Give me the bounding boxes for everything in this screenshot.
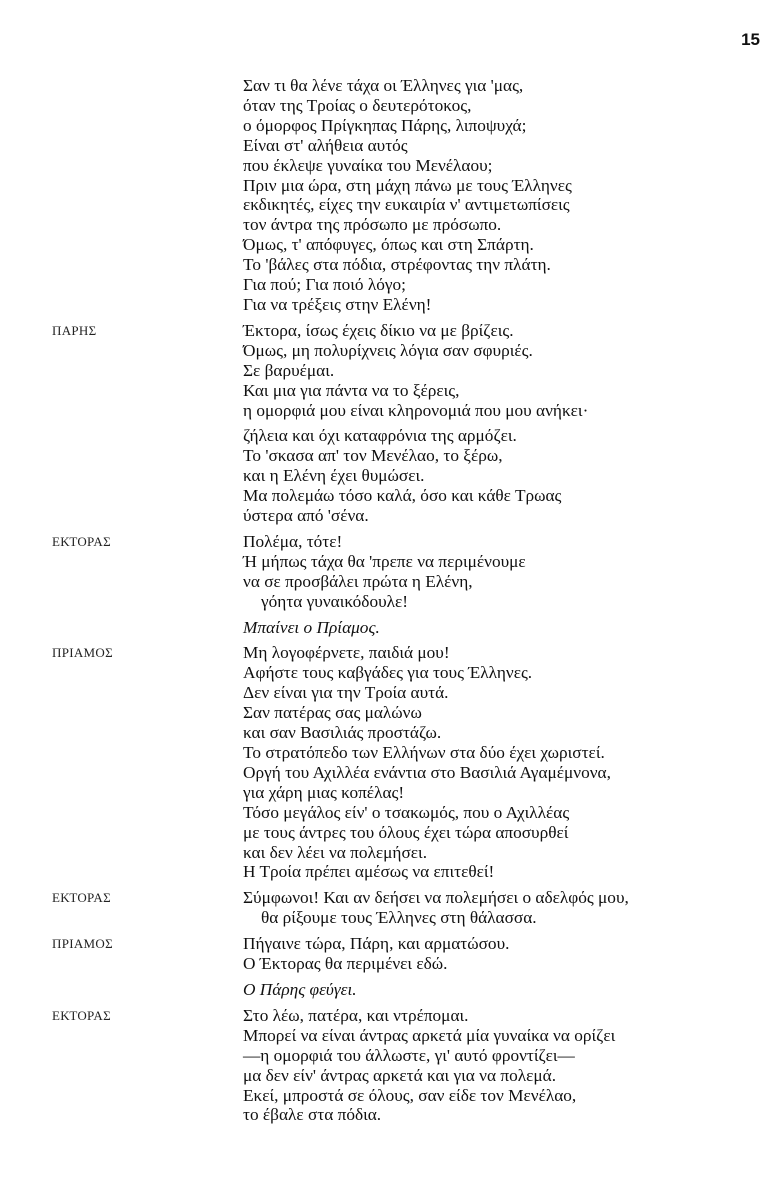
speech-lines [243,888,753,928]
speech-line: και η Ελένη έχει θυμώσει. [243,466,425,486]
speech-lines [243,1006,753,1125]
speech-line: και δεν λέει να πολεμήσει. [243,842,428,862]
speech-line: όταν της Τροίας ο δευτερότοκος, [243,95,472,115]
speech-line: Πήγαινε τώρα, Πάρη, και αρματώσου. [243,934,510,954]
speech-line: Μα πολεμάω τόσο καλά, όσο και κάθε Τρωας [243,486,562,506]
speaker-name: ΠΡΙΑΜΟΣ [52,645,113,661]
speech-line: γόητα γυναικόδουλε! [261,591,409,611]
speech-line: Αφήστε τους καβγάδες για τους Έλληνες. [243,663,533,683]
speech-line: Το στρατόπεδο των Ελλήνων στα δύο έχει χωριστεί. [243,743,605,762]
speaker-name: ΕΚΤΟΡΑΣ [52,890,111,906]
speech-lines [243,532,753,638]
speech-line: Μη λογοφέρνετε, παιδιά μου! [243,643,450,663]
speaker-name: ΕΚΤΟΡΑΣ [52,1007,111,1023]
speech-line: Για να τρέξεις στην Ελένη! [243,294,432,314]
speech-line: η ομορφιά μου είναι κληρονομιά που μου ανήκει· [243,400,589,420]
speech-line: το έβαλε στα πόδια. [243,1105,382,1125]
speech-line: Για πού; Για ποιό λόγο; [243,275,406,295]
speech-line: Σαν τι θα λένε τάχα οι Έλληνες για 'μας, [243,76,524,95]
speech-line: θα ρίξουμε τους Έλληνες στη θάλασσα. [261,908,537,928]
speech-line: Και μια για πάντα να το ξέρεις, [243,380,460,400]
speech-line: Τόσο μεγάλος είν' ο τσακωμός, που ο Αχιλλέας [243,802,570,822]
speech-line: μα δεν είν' άντρας αρκετά και για να πολεμά. [243,1065,557,1085]
dialogue-block [0,643,778,882]
speech-line: που έκλεψε γυναίκα του Μενέλαου; [243,155,493,175]
dialogue-block [0,888,778,928]
speech-lines [243,76,753,315]
speech-line: —η ομορφιά του άλλωστε, γι' αυτό φροντίζει— [243,1045,575,1065]
speech-lines [243,321,753,526]
speech-line: Οργή του Αχιλλέα ενάντια στο Βασιλιά Αγαμέμνονα, [243,762,611,782]
dialogue-block [0,76,778,315]
speech-line: Όμως, τ' απόφυγες, όπως και στη Σπάρτη. [243,235,534,255]
stage-direction: Ο Πάρης φεύγει. [243,979,357,999]
page-number: 15 [741,30,760,49]
stage-direction: Μπαίνει ο Πρίαμος. [243,617,380,637]
speech-line: Όμως, μη πολυρίχνεις λόγια σαν σφυριές. [243,340,533,360]
speech-line: και σαν Βασιλιάς προστάζω. [243,723,442,743]
speech-line: Έκτορα, ίσως έχεις δίκιο να με βρίζεις. [243,320,514,340]
speech-line: με τους άντρες του όλους έχει τώρα αποσυρθεί [243,822,569,842]
dialogue-block [0,934,778,1000]
speech-line: Είναι στ' αλήθεια αυτός [243,135,408,155]
speech-lines [243,643,753,882]
speech-line: Ο Έκτορας θα περιμένει εδώ. [243,954,448,974]
speech-line: να σε προσβάλει πρώτα η Ελένη, [243,571,473,591]
speech-line: Ή μήπως τάχα θα 'πρεπε να περιμένουμε [243,551,526,571]
speech-line: Πριν μια ώρα, στη μάχη πάνω με τους Έλληνες [243,175,572,195]
speech-line: Μπορεί να είναι άντρας αρκετά μία γυναίκα να ορίζει [243,1025,616,1045]
speech-line: ζήλεια και όχι καταφρόνια της αρμόζει. [243,426,517,446]
dialogue-block [0,321,778,526]
speech-line: ύστερα από 'σένα. [243,506,369,526]
speech-line: Δεν είναι για την Τροία αυτά. [243,683,449,703]
speaker-name: ΠΑΡΗΣ [52,322,97,338]
play-text [0,76,778,1125]
speech-line: εκδικητές, είχες την ευκαιρία ν' αντιμετωπίσεις [243,195,570,215]
speech-line: για χάρη μιας κοπέλας! [243,782,405,802]
speech-line: Το 'βάλες στα πόδια, στρέφοντας την πλάτη. [243,255,551,275]
speech-line: Εκεί, μπροστά σε όλους, σαν είδε τον Μενέλαο, [243,1085,577,1105]
speech-line: Σύμφωνοι! Και αν δεήσει να πολεμήσει ο αδελφός μου, [243,888,629,908]
speech-line: Πολέμα, τότε! [243,531,343,551]
speaker-name: ΠΡΙΑΜΟΣ [52,936,113,952]
speech-line: Το 'σκασα απ' τον Μενέλαο, το ξέρω, [243,446,503,466]
speech-lines [243,934,753,1000]
speech-line: Η Τροία πρέπει αμέσως να επιτεθεί! [243,862,495,882]
dialogue-block [0,532,778,638]
speech-line: Σε βαρυέμαι. [243,360,335,380]
speech-continuation [243,426,753,526]
speech-line: Σαν πατέρας σας μαλώνω [243,703,422,723]
speaker-name: ΕΚΤΟΡΑΣ [52,533,111,549]
dialogue-block [0,1006,778,1125]
speech-line: τον άντρα της πρόσωπο με πρόσωπο. [243,215,502,235]
speech-line: Στο λέω, πατέρα, και ντρέπομαι. [243,1005,469,1025]
speech-line: ο όμορφος Πρίγκηπας Πάρης, λιποψυχά; [243,115,527,135]
